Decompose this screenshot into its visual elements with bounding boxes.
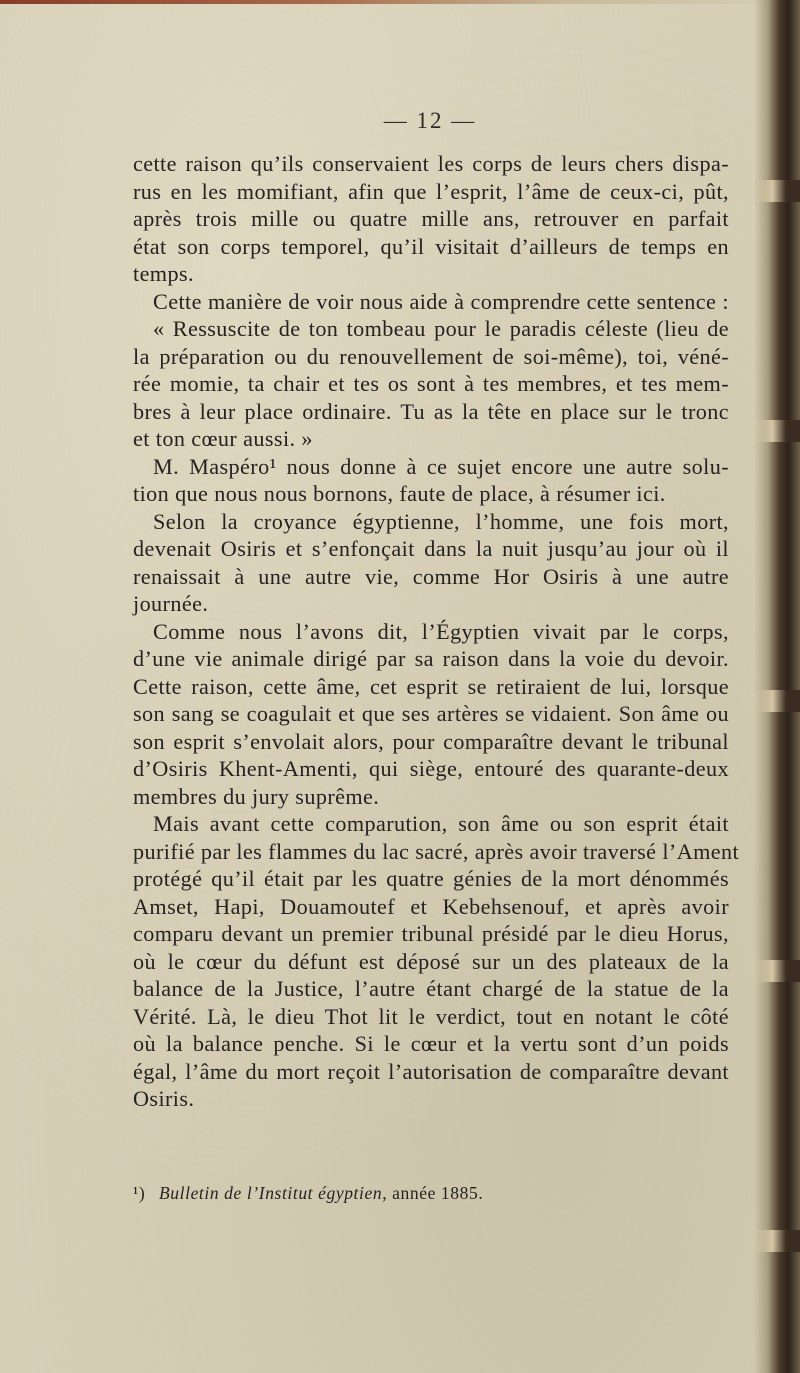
text-line: rée momie, ta chair et tes os sont à tes membres, et tes mem- bbox=[133, 371, 729, 396]
book-binding-edge bbox=[754, 0, 800, 1373]
text-line: tion que nous nous bornons, faute de place, à résumer ici. bbox=[133, 481, 666, 506]
text-line: balance de la Justice, l’autre étant chargé de la statue de la bbox=[133, 976, 729, 1001]
text-line: son esprit s’envolait alors, pour comparaître devant le tribunal bbox=[133, 728, 729, 754]
text-line: bres à leur place ordinaire. Tu as la tête en place sur le tronc bbox=[133, 398, 729, 424]
binding-mark bbox=[754, 180, 800, 202]
text-line: devenait Osiris et s’enfonçait dans la nuit jusqu’au jour où il bbox=[133, 536, 729, 561]
binding-mark bbox=[754, 1230, 800, 1252]
text-line: après trois mille ou quatre mille ans, retrouver en parfait bbox=[133, 206, 729, 231]
text-line: temps. bbox=[133, 261, 194, 286]
text-line: son sang se coagulait et que ses artères se vidaient. Son âme ou bbox=[133, 701, 729, 726]
text-line: d’Osiris Khent-Amenti, qui siège, entouré des quarante-deux bbox=[133, 756, 729, 781]
footnote-journal-title: Bulletin de l’Institut égyptien bbox=[159, 1183, 383, 1203]
text-line: Selon la croyance égyptienne, l’homme, une fois mort, bbox=[153, 508, 729, 534]
text-line: rus en les momifiant, afin que l’esprit, l’âme de ceux-ci, pût, bbox=[133, 178, 729, 204]
text-line: Vérité. Là, le dieu Thot lit le verdict, tout en notant le côté bbox=[133, 1003, 729, 1029]
page-top-edge bbox=[0, 0, 800, 4]
footnote bbox=[133, 1183, 729, 1204]
page-number: — 12 — bbox=[383, 108, 477, 133]
text-line: protégé qu’il était par les quatre génies de la mort dénommés bbox=[133, 866, 729, 891]
text-line: membres du jury suprême. bbox=[133, 783, 380, 809]
binding-mark bbox=[754, 690, 800, 712]
text-line: « Ressuscite de ton tombeau pour le paradis céleste (lieu de bbox=[153, 316, 729, 341]
text-line: où le cœur du défunt est déposé sur un des plateaux de la bbox=[133, 948, 729, 974]
text-line: état son corps temporel, qu’il visitait d’ailleurs de temps en bbox=[133, 233, 729, 259]
text-line: Cette manière de voir nous aide à comprendre cette sentence : bbox=[153, 288, 729, 314]
text-line: journée. bbox=[133, 591, 209, 616]
text-line: Mais avant cette comparution, son âme ou son esprit était bbox=[153, 811, 729, 836]
text-line: où la balance penche. Si le cœur et la vertu sont d’un poids bbox=[133, 1031, 729, 1056]
text-line: cette raison qu’ils conservaient les corps de leurs chers dispa- bbox=[133, 151, 729, 176]
text-line: Osiris. bbox=[133, 1086, 195, 1111]
text-line: égal, l’âme du mort reçoit l’autorisation de comparaître devant bbox=[133, 1058, 729, 1084]
footnote-marker: ¹) bbox=[133, 1183, 146, 1203]
text-line: renaissait à une autre vie, comme Hor Osiris à une autre bbox=[133, 563, 729, 589]
binding-mark bbox=[754, 960, 800, 982]
text-line: Amset, Hapi, Douamoutef et Kebehsenouf, et après avoir bbox=[133, 893, 729, 919]
text-line: Comme nous l’avons dit, l’Égyptien vivait par le corps, bbox=[153, 618, 729, 644]
text-line: la préparation ou du renouvellement de soi-même), toi, véné- bbox=[133, 343, 729, 369]
footnote-text: , année 1885. bbox=[382, 1183, 484, 1203]
text-line: purifié par les flammes du lac sacré, après avoir traversé l’Ament bbox=[133, 838, 740, 864]
binding-mark bbox=[754, 420, 800, 442]
text-line: et ton cœur aussi. » bbox=[133, 426, 313, 451]
body-text bbox=[133, 150, 740, 1113]
text-line: M. Maspéro¹ nous donne à ce sujet encore une autre solu- bbox=[153, 453, 729, 479]
text-line: d’une vie animale dirigé par sa raison dans la voie du devoir. bbox=[133, 646, 729, 671]
text-line: comparu devant un premier tribunal présidé par le dieu Horus, bbox=[133, 921, 729, 946]
text-line: Cette raison, cette âme, cet esprit se retiraient de lui, lorsque bbox=[133, 673, 729, 699]
